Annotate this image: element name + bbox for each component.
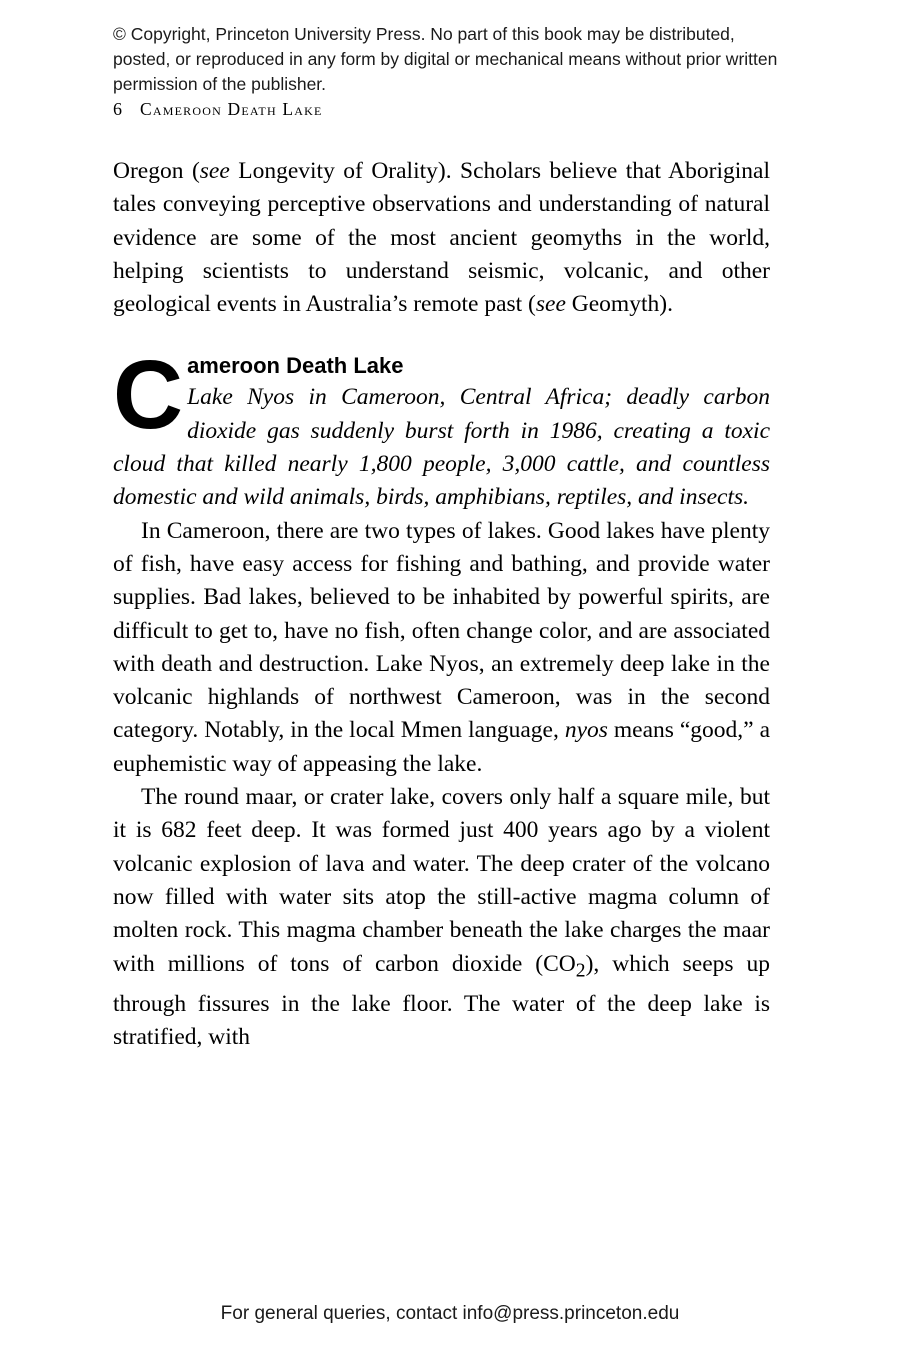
dictionary-entry <box>113 340 770 514</box>
drop-cap: C <box>113 340 182 450</box>
paragraph-2 <box>113 515 770 781</box>
co2-subscript: 2 <box>575 960 586 982</box>
paragraph-2-part-2: means “good,” a euphemistic way of appeasing the lake. <box>113 717 771 777</box>
see-reference-1: see <box>199 158 230 184</box>
entry-headword: ameroon Death Lake <box>187 353 404 379</box>
page-footer: For general queries, contact info@press.princeton.edu <box>220 1303 680 1324</box>
body-text-column <box>113 155 770 1054</box>
paragraph-3-part-1: The round maar, or crater lake, covers only half a square mile, but it is 682 feet deep. It was formed just 400 years ago by a violent volcanic explosion of lava and water. The deep crater of the volcano now filled with water sits atop the still-active magma column of molten rock. This magma chamber beneath the lake charges the maar with millions of tons of carbon dioxide (CO <box>113 784 770 977</box>
paragraph-3 <box>113 781 770 1054</box>
chapter-title: Cameroon Death Lake <box>140 99 323 119</box>
copyright-notice: © Copyright, Princeton University Press. No part of this book may be distributed, posted, or reproduced in any form by digital or mechanical means without prior written permission of the publisher. <box>113 24 778 94</box>
paragraph-2-part-1: In Cameroon, there are two types of lakes. Good lakes have plenty of fish, have easy access for fishing and bathing, and provide water supplies. Bad lakes, believed to be inhabited by powerful spirits, are difficult to get to, have no fish, often change color, and are associated with death and destruction. Lake Nyos, an extremely deep lake in the volcanic highlands of northwest Cameroon, was in the second category. Notably, in the local Mmen language, <box>113 517 770 744</box>
entry-definition: Lake Nyos in Cameroon, Central Africa; deadly carbon dioxide gas suddenly burst forth in 1986, creating a toxic cloud that killed nearly 1,800 people, 3,000 cattle, and countless domestic and wild animals, birds, amphibians, reptiles, and insects. <box>113 384 770 511</box>
paragraph-3-part-2: ), which seeps up through fissures in the lake floor. The water of the deep lake is stratified, with <box>113 950 770 1050</box>
italic-term-nyos: nyos <box>564 717 608 744</box>
running-head <box>113 99 323 120</box>
paragraph-continued <box>113 155 770 321</box>
page-number: 6 <box>113 99 122 119</box>
paragraph-continued-tail: Geomyth). <box>565 291 673 318</box>
see-reference-2: see <box>535 291 566 318</box>
paragraph-continued-lead: Oregon ( <box>113 158 200 184</box>
paragraph-continued-mid: Longevity of Orality). Scholars believe that Aboriginal tales conveying perceptive observations and understanding of natural evidence are some of the most ancient geomyths in the world, helping scientists to understand seismic, volcanic, and other geological events in Australia’s remote past ( <box>113 158 770 318</box>
